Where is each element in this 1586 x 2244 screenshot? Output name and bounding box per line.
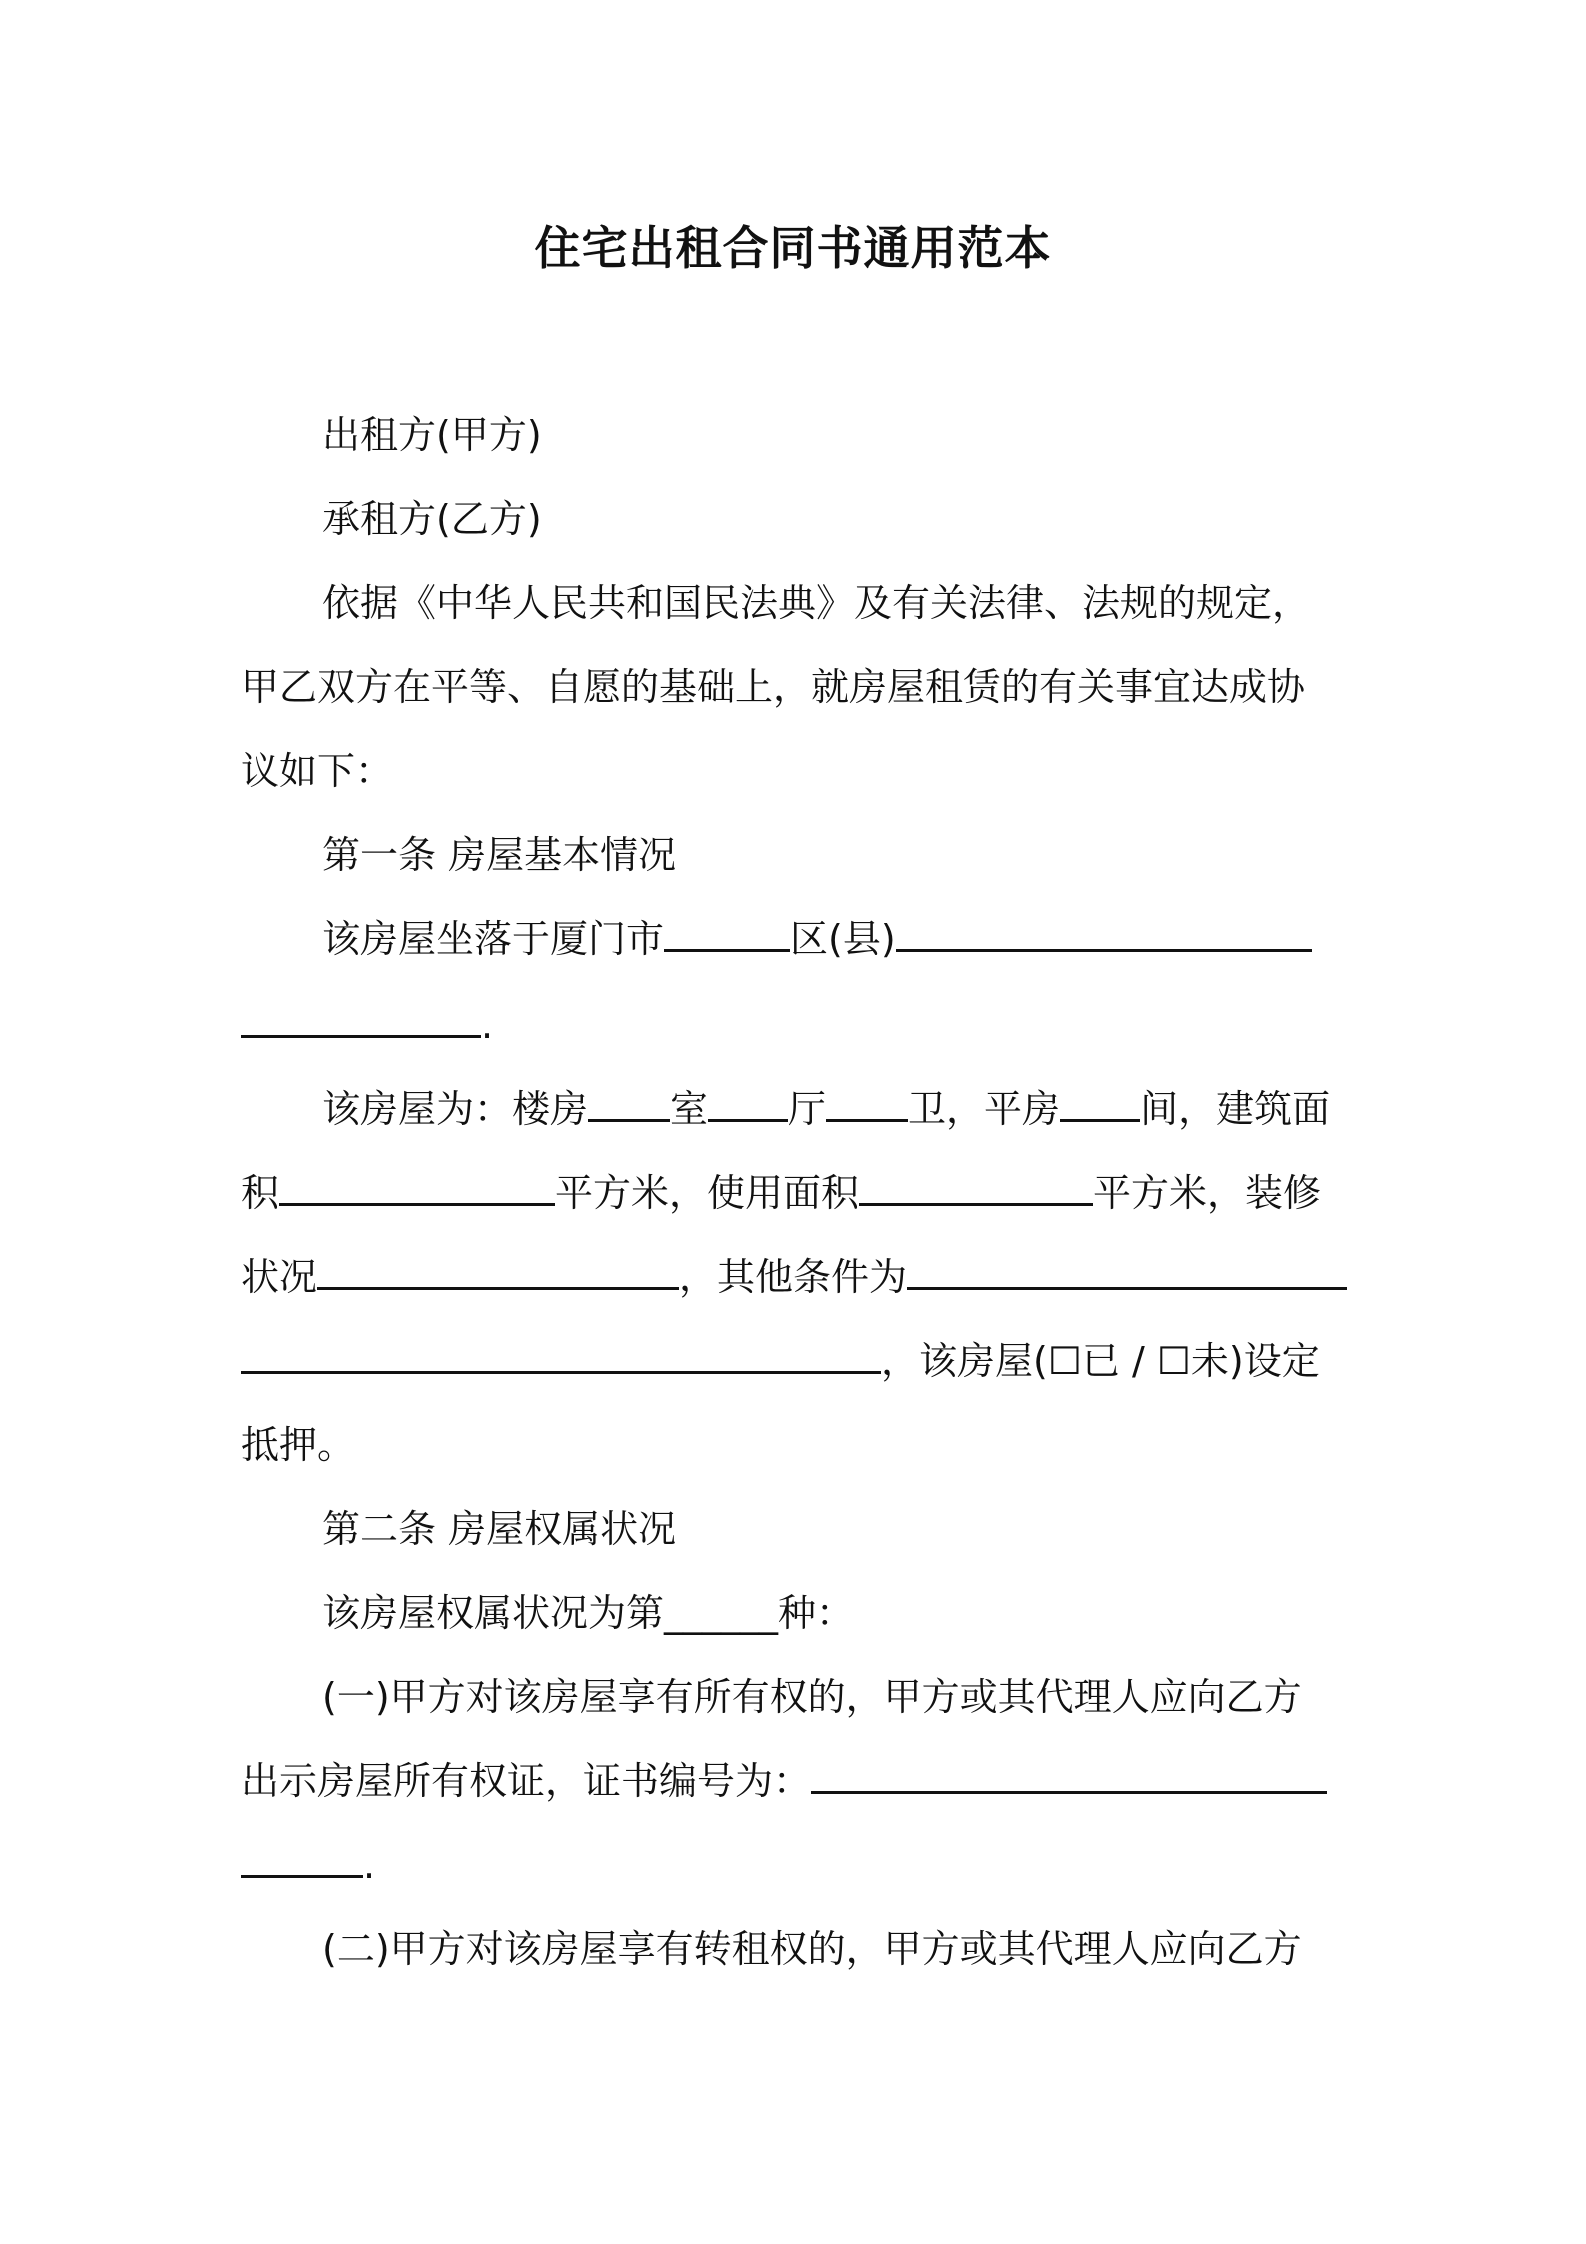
address-blank: [896, 915, 1312, 952]
preamble-line-1: 依据《中华人民共和国民法典》及有关法律、法规的规定，: [322, 581, 1311, 625]
location-line-2: [241, 1000, 493, 1050]
item1-line-1: (一)甲方对该房屋享有所有权的，甲方或其代理人应向乙方: [322, 1675, 1302, 1719]
address-blank-2: [241, 1001, 481, 1038]
condition-line: [241, 1252, 1347, 1302]
bungalow-rooms-blank: [1060, 1085, 1140, 1122]
area-line: [241, 1168, 1321, 1218]
document-title: 住宅出租合同书通用范本: [534, 221, 1052, 275]
room-label: 室: [670, 1087, 709, 1131]
item1-line-2: [241, 1756, 1327, 1806]
mortgage-end-line: 抵押。: [241, 1423, 356, 1467]
certificate-label: 出示房屋所有权证，证书编号为：: [241, 1759, 812, 1803]
room-desc-line: [322, 1084, 1330, 1134]
location-line: [322, 914, 1312, 964]
ownership-status-line: 该房屋权属状况为第______种：: [322, 1591, 855, 1635]
mortgage-line: [241, 1336, 1320, 1386]
decoration-label: 平方米，装修: [1093, 1171, 1322, 1215]
preamble-line-2: 甲乙双方在平等、自愿的基础上，就房屋租赁的有关事宜达成协: [241, 665, 1306, 709]
item1-end: .: [363, 1843, 376, 1887]
location-end: .: [481, 1003, 494, 1047]
usable-area-blank: [859, 1169, 1093, 1206]
halls-blank: [708, 1085, 788, 1122]
other-conditions-blank: [907, 1253, 1347, 1290]
lessor-line: 出租方(甲方): [322, 413, 542, 457]
preamble-line-3: 议如下：: [241, 749, 394, 793]
certificate-number-blank-2: [241, 1841, 363, 1878]
building-area-blank: [279, 1169, 555, 1206]
decoration-blank: [317, 1253, 679, 1290]
rooms-blank: [588, 1085, 670, 1122]
item1-line-3: [241, 1840, 375, 1890]
article2-heading: 第二条 房屋权属状况: [322, 1507, 677, 1551]
other-conditions-label: ，其他条件为: [679, 1255, 908, 1299]
building-label: 该房屋为：楼房: [322, 1087, 589, 1131]
hall-label: 厅: [788, 1087, 827, 1131]
baths-blank: [826, 1085, 908, 1122]
article1-heading: 第一条 房屋基本情况: [322, 833, 677, 877]
district-blank: [664, 915, 790, 952]
item2-line-1: (二)甲方对该房屋享有转租权的，甲方或其代理人应向乙方: [322, 1927, 1302, 1971]
location-label: 该房屋坐落于厦门市: [322, 917, 665, 961]
other-conditions-blank-2: [241, 1337, 881, 1374]
mortgage-label: ，该房屋(☐已 / ☐未)设定: [881, 1339, 1320, 1383]
district-label: 区(县): [790, 917, 896, 961]
area-label: 积: [241, 1171, 280, 1215]
usable-area-label: 平方米，使用面积: [555, 1171, 860, 1215]
lessee-line: 承租方(乙方): [322, 497, 542, 541]
condition-label: 状况: [241, 1255, 318, 1299]
certificate-number-blank: [811, 1757, 1327, 1794]
bath-label: 卫，平房: [908, 1087, 1061, 1131]
bungalow-label: 间，建筑面: [1140, 1087, 1331, 1131]
